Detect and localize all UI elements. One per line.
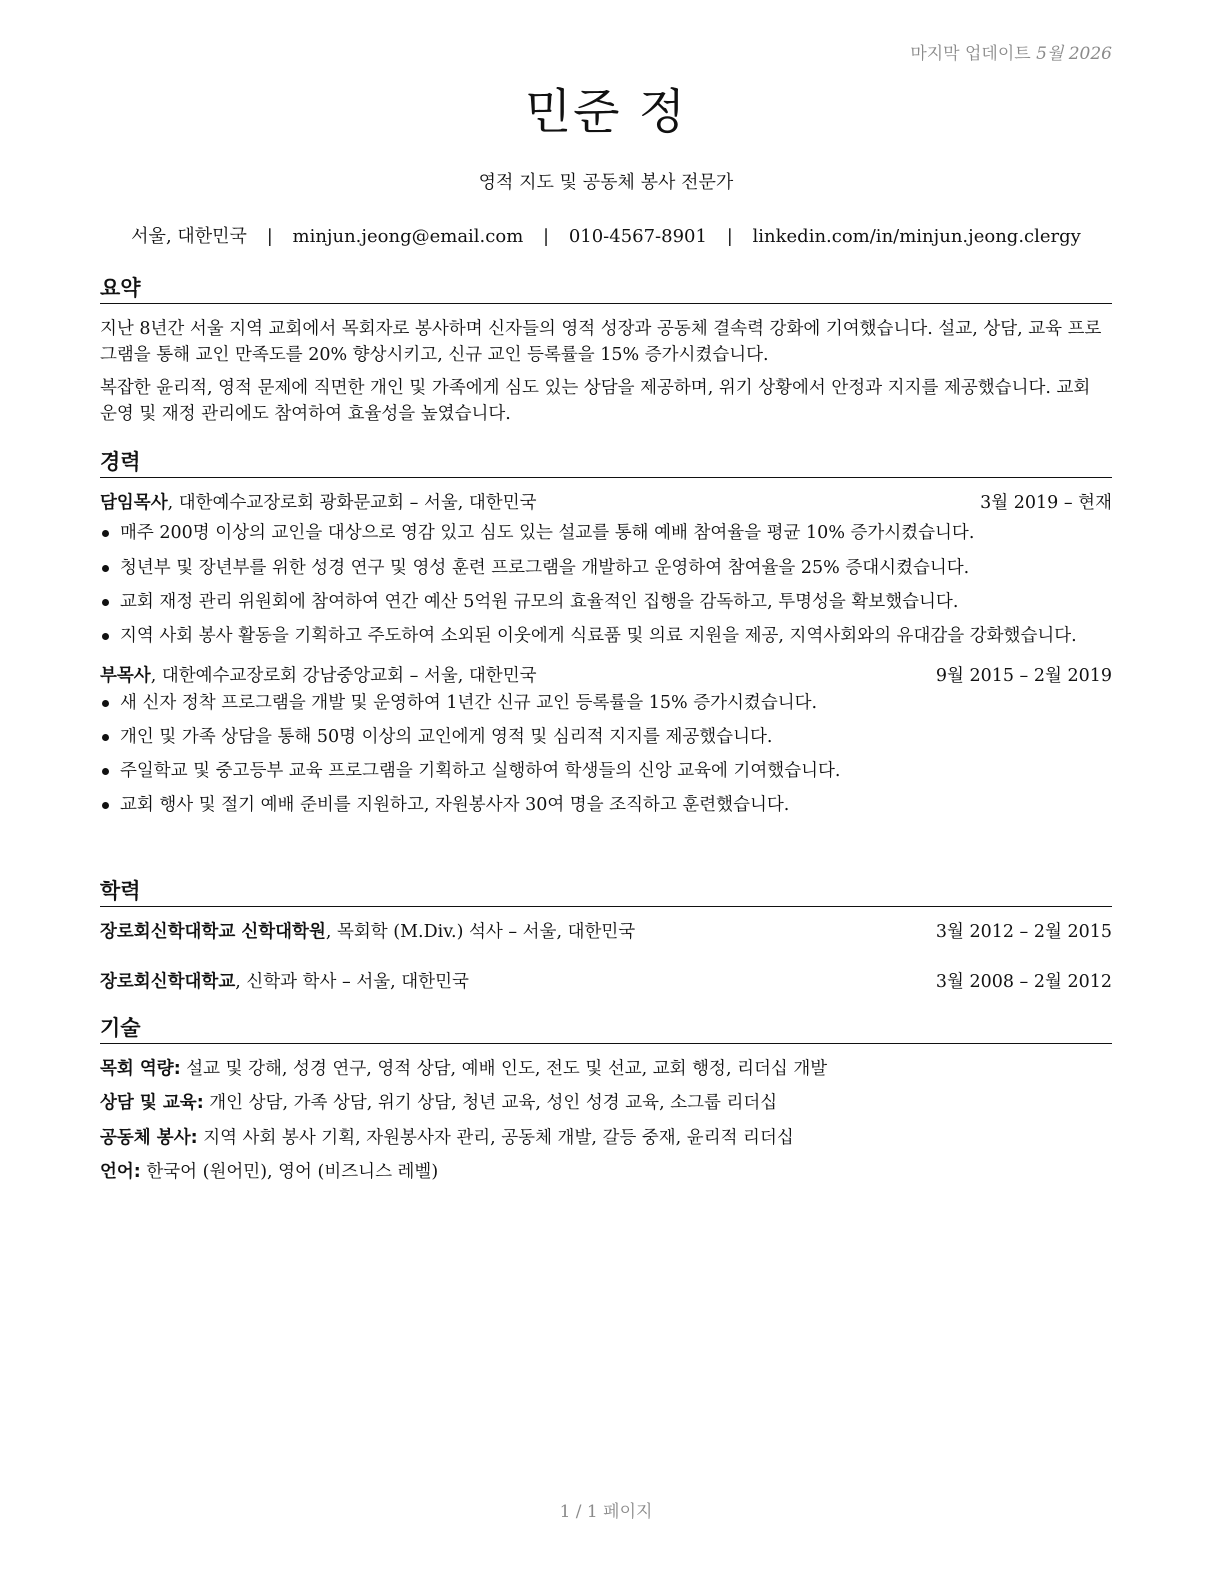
- education-dates: 3월 2008 – 2월 2012: [935, 972, 1112, 993]
- education-item: [100, 919, 1112, 945]
- skill-label: 상담 및 교육:: [100, 1093, 204, 1114]
- education-school: 장로회신학대학교 신학대학원: [100, 922, 326, 943]
- job-bullet: 교회 재정 관리 위원회에 참여하여 연간 예산 5억원 규모의 효율적인 집행을 감독하고, 투명성을 확보했습니다.: [100, 589, 1112, 615]
- education-item: [100, 969, 1112, 995]
- last-updated-year: 2026: [1068, 44, 1112, 64]
- job-entry: [100, 490, 1112, 649]
- job-org: , 대한예수교장로회 광화문교회 – 서울, 대한민국: [167, 493, 537, 514]
- skill-value: 지역 사회 봉사 기획, 자원봉사자 관리, 공동체 개발, 갈등 중재, 윤리적 리더십: [197, 1127, 794, 1148]
- job-bullet: 주일학교 및 중고등부 교육 프로그램을 기획하고 실행하여 학생들의 신앙 교육에 기여했습니다.: [100, 758, 1112, 784]
- job-bullet: 새 신자 정착 프로그램을 개발 및 운영하여 1년간 신규 교인 등록률을 15% 증가시켰습니다.: [100, 690, 1112, 716]
- job-title-line: [100, 663, 537, 689]
- education-school: 장로회신학대학교: [100, 972, 236, 993]
- contact-separator: |: [543, 226, 550, 247]
- experience-section: [100, 450, 1112, 827]
- skill-label: 공동체 봉사:: [100, 1127, 198, 1148]
- page-indicator: 1 / 1 페이지: [559, 1502, 653, 1522]
- job-entry: [100, 663, 1112, 818]
- job-bullet: 청년부 및 장년부를 위한 성경 연구 및 영성 훈련 프로그램을 개발하고 운영하여 참여율을 25% 증대시켰습니다.: [100, 555, 1112, 581]
- skill-line: [100, 1056, 1112, 1082]
- section-title-skills: 기술: [100, 1016, 1112, 1044]
- contact-separator: |: [266, 226, 273, 247]
- last-updated-label: 마지막 업데이트: [910, 44, 1031, 64]
- job-org: , 대한예수교장로회 강남중앙교회 – 서울, 대한민국: [150, 666, 537, 687]
- skills-section: [100, 1016, 1112, 1193]
- last-updated-month: 5월: [1036, 44, 1064, 64]
- skill-line: [100, 1159, 1112, 1185]
- education-title-line: [100, 969, 469, 995]
- job-bullet: 교회 행사 및 절기 예배 준비를 지원하고, 자원봉사자 30여 명을 조직하고 훈련했습니다.: [100, 792, 1112, 818]
- skill-label: 목회 역량:: [100, 1059, 181, 1080]
- last-updated: [910, 42, 1112, 67]
- contact-phone[interactable]: 010-4567-8901: [568, 226, 707, 247]
- education-detail: , 신학과 학사 – 서울, 대한민국: [235, 972, 469, 993]
- education-title-line: [100, 919, 635, 945]
- job-title-line: [100, 490, 537, 516]
- skill-value: 한국어 (원어민), 영어 (비즈니스 레벨): [140, 1161, 439, 1182]
- resume-name: 민준 정: [524, 84, 688, 140]
- job-bullet: 지역 사회 봉사 활동을 기획하고 주도하여 소외된 이웃에게 식료품 및 의료 지원을 제공, 지역사회와의 유대감을 강화했습니다.: [100, 623, 1112, 649]
- education-section: [100, 879, 1112, 996]
- summary-section: [100, 276, 1112, 433]
- job-header: [100, 663, 1112, 689]
- contact-line: [100, 224, 1112, 250]
- education-dates: 3월 2012 – 2월 2015: [935, 922, 1112, 943]
- section-title-summary: 요약: [100, 276, 1112, 304]
- resume-page: [100, 0, 1112, 1584]
- education-detail: , 목회학 (M.Div.) 석사 – 서울, 대한민국: [325, 922, 636, 943]
- skill-value: 개인 상담, 가족 상담, 위기 상담, 청년 교육, 성인 성경 교육, 소그룹 리더십: [203, 1093, 778, 1114]
- job-bullets: [100, 520, 1112, 649]
- section-title-experience: 경력: [100, 450, 1112, 478]
- contact-linkedin[interactable]: linkedin.com/in/minjun.jeong.clergy: [752, 226, 1081, 247]
- job-bullet: 매주 200명 이상의 교인을 대상으로 영감 있고 심도 있는 설교를 통해 예배 참여율을 평균 10% 증가시켰습니다.: [100, 520, 1112, 546]
- section-title-education: 학력: [100, 879, 1112, 907]
- job-role: 담임목사: [100, 493, 168, 514]
- contact-email[interactable]: minjun.jeong@email.com: [292, 226, 524, 247]
- contact-separator: |: [726, 226, 733, 247]
- skill-line: [100, 1090, 1112, 1116]
- job-header: [100, 490, 1112, 516]
- skill-value: 설교 및 강해, 성경 연구, 영적 상담, 예배 인도, 전도 및 선교, 교회 행정, 리더십 개발: [180, 1059, 828, 1080]
- resume-tagline: 영적 지도 및 공동체 봉사 전문가: [478, 172, 734, 193]
- skill-label: 언어:: [100, 1161, 141, 1182]
- job-role: 부목사: [100, 666, 151, 687]
- job-bullets: [100, 690, 1112, 819]
- contact-location: 서울, 대한민국: [131, 226, 247, 247]
- summary-paragraph: 복잡한 윤리적, 영적 문제에 직면한 개인 및 가족에게 심도 있는 상담을 제공하며, 위기 상황에서 안정과 지지를 제공했습니다. 교회 운영 및 재정 관리에도 참여하여 효율성을 높였습니다.: [100, 377, 1091, 424]
- skill-line: [100, 1125, 1112, 1151]
- summary-paragraph: 지난 8년간 서울 지역 교회에서 목회자로 봉사하며 신자들의 영적 성장과 공동체 결속력 강화에 기여했습니다. 설교, 상담, 교육 프로그램을 통해 교인 만족도를 20% 향상시키고, 신규 교인 등록률을 15% 증가시켰습니다.: [100, 319, 1102, 366]
- job-bullet: 개인 및 가족 상담을 통해 50명 이상의 교인에게 영적 및 심리적 지지를 제공했습니다.: [100, 724, 1112, 750]
- job-dates: 9월 2015 – 2월 2019: [935, 666, 1112, 687]
- job-dates: 3월 2019 – 현재: [980, 493, 1112, 514]
